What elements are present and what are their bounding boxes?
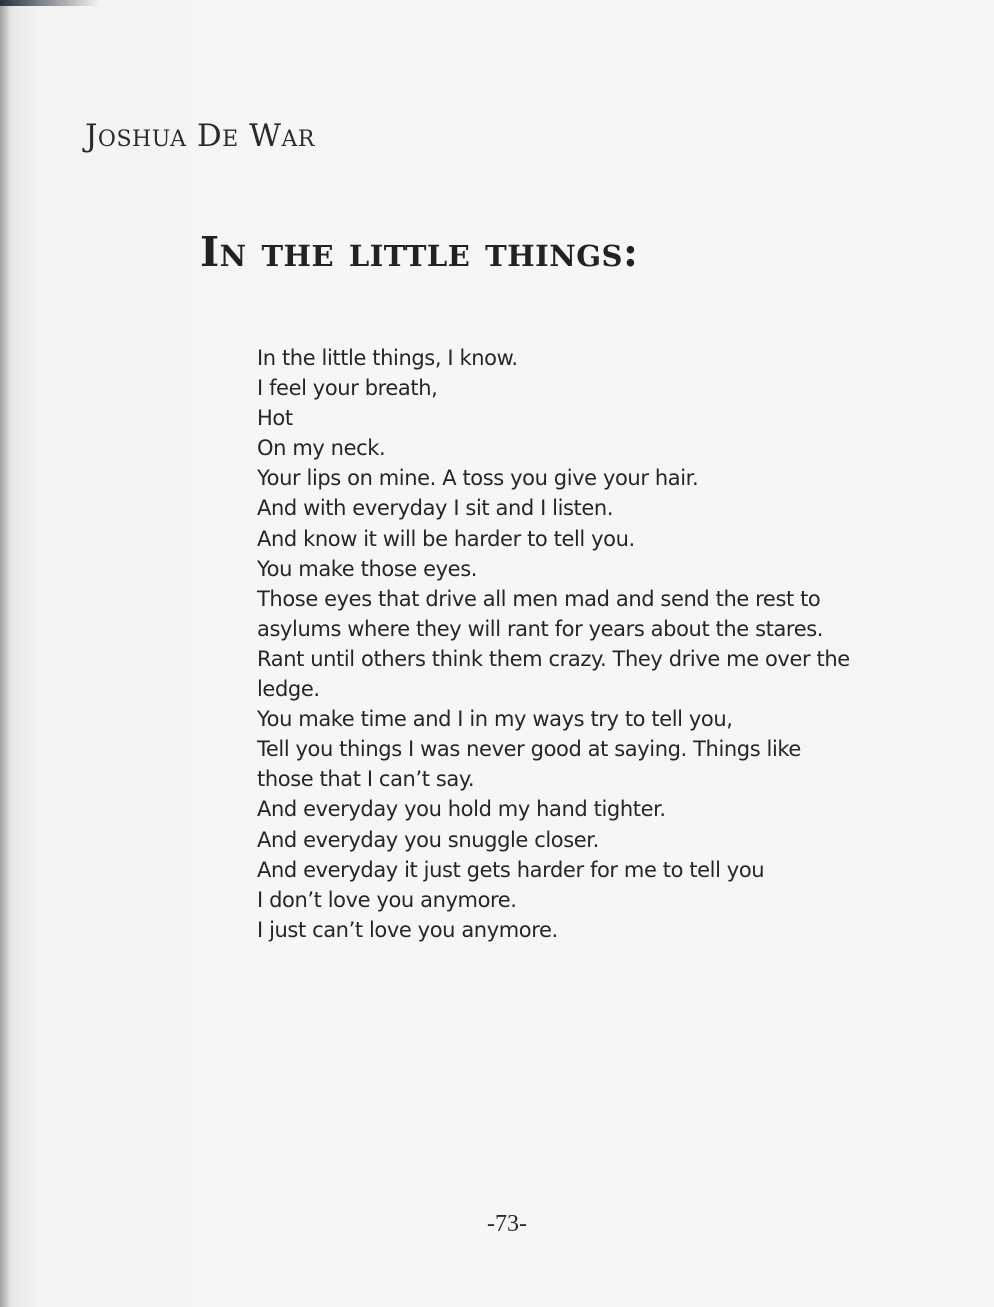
poem-line: Rant until others think them crazy. They drive me over the: [257, 646, 850, 671]
page-number: -73-: [487, 1211, 527, 1237]
poem-line: I don’t love you anymore.: [257, 887, 517, 912]
poem-line: On my neck.: [257, 436, 386, 461]
poem-line: And with everyday I sit and I listen.: [257, 496, 614, 521]
poem-line: Hot: [257, 406, 293, 431]
poem-line: I just can’t love you anymore.: [257, 917, 558, 942]
poem-line: ledge.: [257, 677, 320, 702]
poem-line: You make those eyes.: [257, 556, 478, 581]
binding-shadow: [0, 0, 10, 1307]
poem-line: And everyday it just gets harder for me to tell you: [257, 857, 765, 882]
author-name: Joshua De War: [85, 118, 315, 154]
poem-line: Tell you things I was never good at saying. Things like: [257, 737, 801, 762]
poem-line: I feel your breath,: [257, 376, 438, 401]
poem-body: [257, 343, 957, 945]
poem-title: In the little things:: [200, 228, 639, 276]
poem-line: You make time and I in my ways try to tell you,: [257, 707, 733, 732]
page-edge: [0, 0, 100, 6]
poem-line: And everyday you snuggle closer.: [257, 827, 599, 852]
poem-line: And know it will be harder to tell you.: [257, 526, 635, 551]
poem-line: those that I can’t say.: [257, 767, 475, 792]
poem-line: And everyday you hold my hand tighter.: [257, 797, 666, 822]
poem-line: Your lips on mine. A toss you give your hair.: [257, 466, 699, 491]
poem-line: In the little things, I know.: [257, 346, 518, 370]
poem-line: asylums where they will rant for years about the stares.: [257, 616, 824, 641]
poem-line: Those eyes that drive all men mad and send the rest to: [257, 586, 821, 611]
